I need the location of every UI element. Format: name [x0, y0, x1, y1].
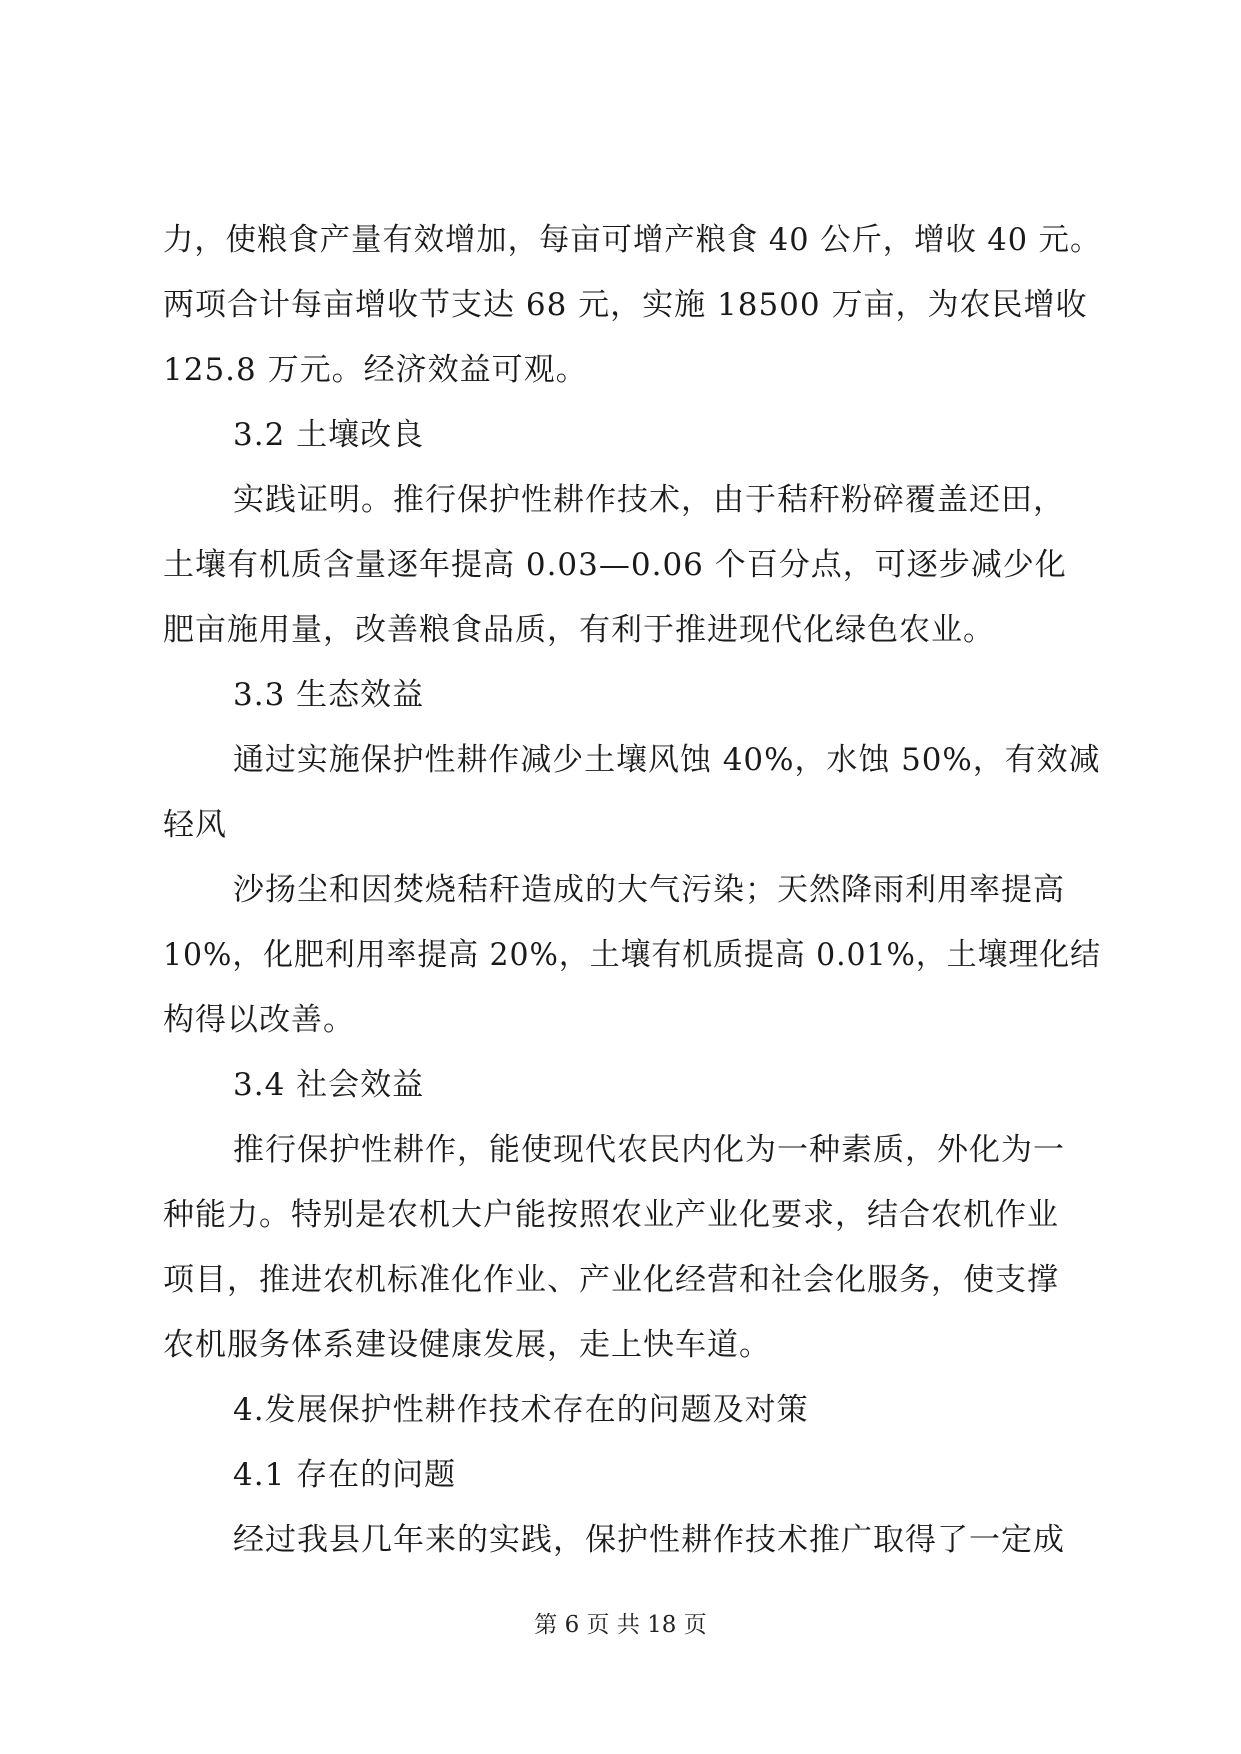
- body-line: 125.8 万元。经济效益可观。: [163, 352, 588, 388]
- body-line: 种能力。特别是农机大户能按照农业产业化要求，结合农机作业: [163, 1197, 1059, 1233]
- body-line: 力，使粮食产量有效增加，每亩可增产粮食 40 公斤，增收 40 元。: [163, 222, 1102, 258]
- section-heading: 3.3 生态效益: [233, 677, 425, 713]
- body-line: 沙扬尘和因焚烧秸秆造成的大气污染；天然降雨利用率提高: [233, 872, 1065, 908]
- body-line: 10%，化肥利用率提高 20%，土壤有机质提高 0.01%，土壤理化结: [163, 937, 1101, 973]
- body-line: 实践证明。推行保护性耕作技术，由于秸秆粉碎覆盖还田，: [233, 482, 1065, 518]
- body-line: 推行保护性耕作，能使现代农民内化为一种素质，外化为一: [233, 1132, 1065, 1168]
- section-heading: 3.2 土壤改良: [233, 417, 425, 453]
- body-line: 通过实施保护性耕作减少土壤风蚀 40%，水蚀 50%，有效减: [233, 742, 1101, 778]
- body-line: 肥亩施用量，改善粮食品质，有利于推进现代化绿色农业。: [163, 612, 995, 648]
- body-line: 轻风: [163, 807, 227, 843]
- body-line: 两项合计每亩增收节支达 68 元，实施 18500 万亩，为农民增收: [163, 287, 1088, 323]
- body-line: 土壤有机质含量逐年提高 0.03—0.06 个百分点，可逐步减少化: [163, 547, 1067, 583]
- body-line: 项目，推进农机标准化作业、产业化经营和社会化服务，使支撑: [163, 1262, 1059, 1298]
- body-line: 农机服务体系建设健康发展，走上快车道。: [163, 1327, 771, 1363]
- body-line: 经过我县几年来的实践，保护性耕作技术推广取得了一定成: [233, 1522, 1065, 1558]
- section-heading: 4.1 存在的问题: [233, 1457, 457, 1493]
- section-heading: 4.发展保护性耕作技术存在的问题及对策: [233, 1392, 809, 1428]
- body-line: 构得以改善。: [163, 1002, 355, 1038]
- section-heading: 3.4 社会效益: [233, 1067, 425, 1103]
- page-number-footer: 第 6 页 共 18 页: [534, 1612, 707, 1638]
